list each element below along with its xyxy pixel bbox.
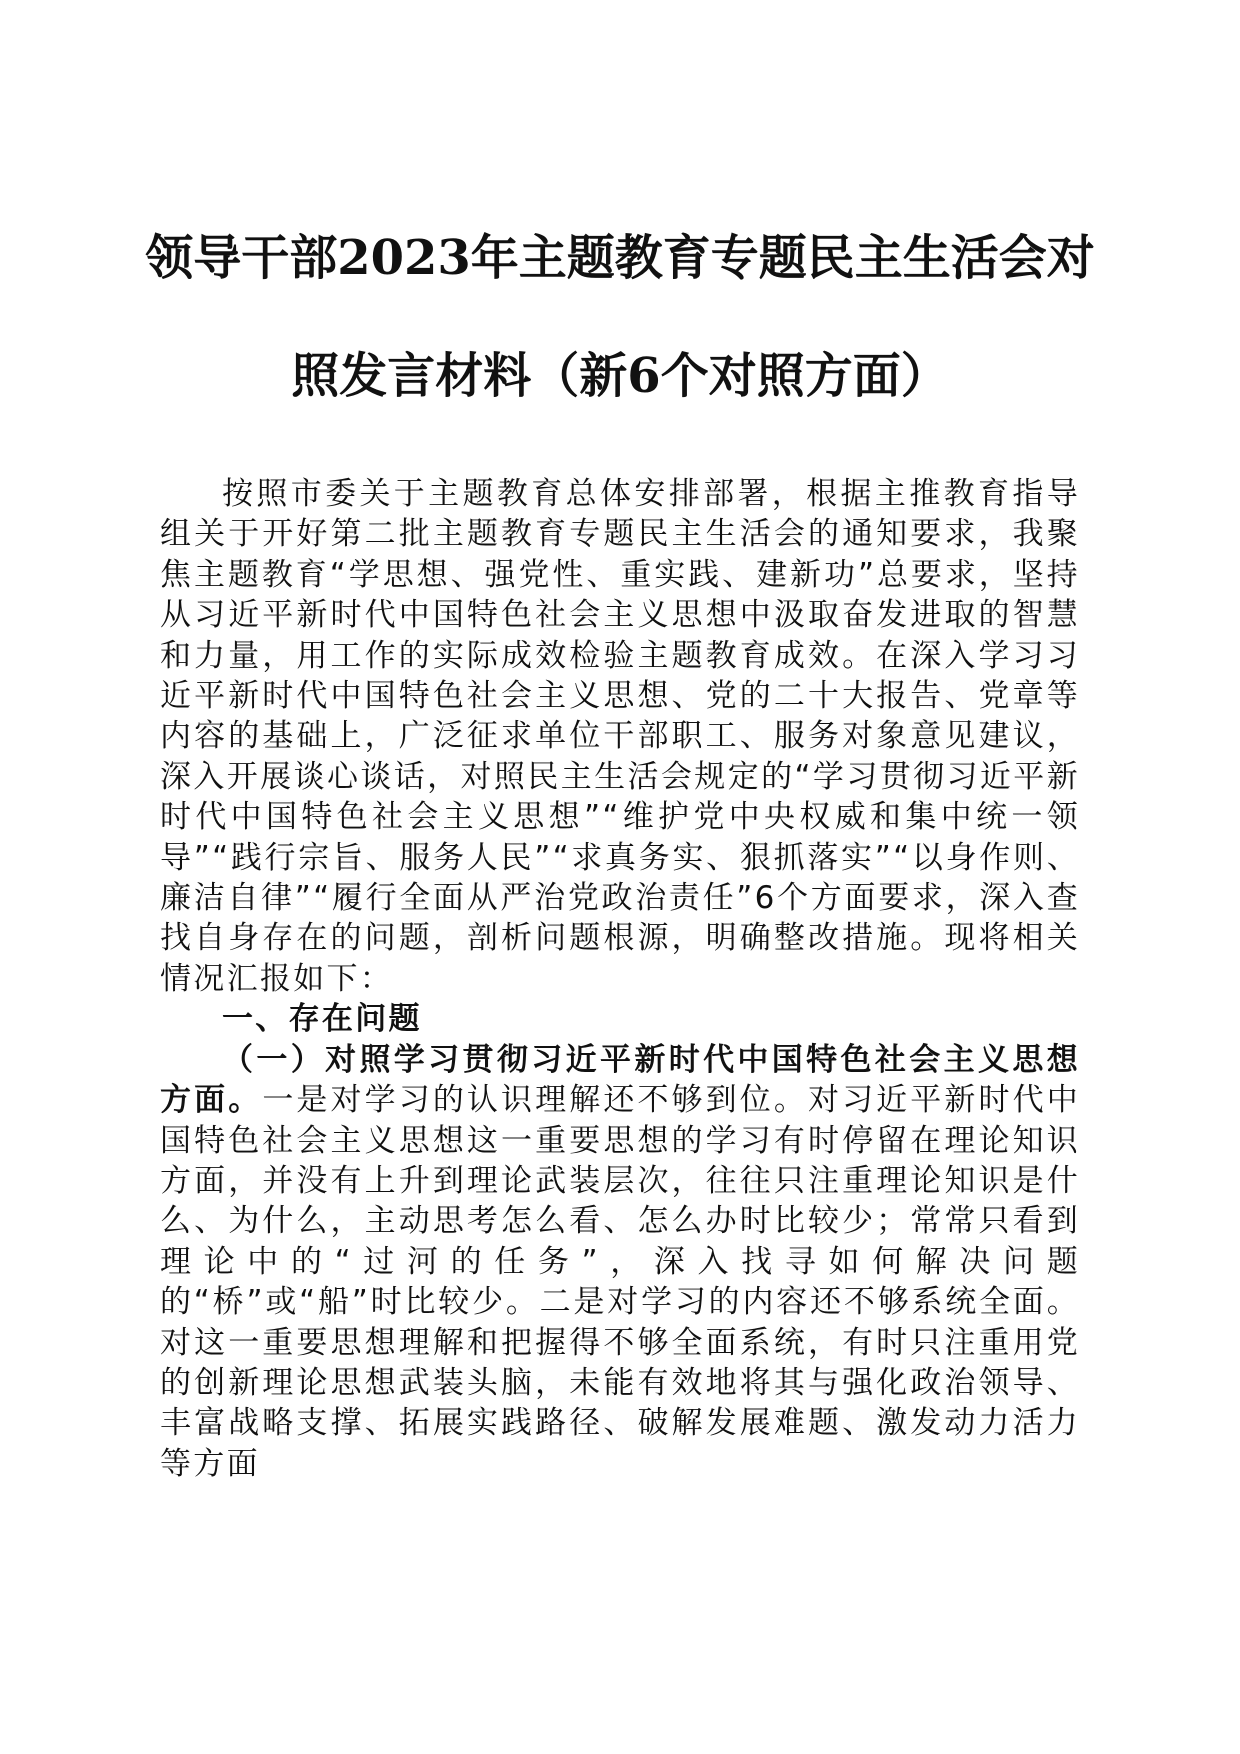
subsection-paragraph [160, 1040, 1080, 1484]
subsection-heading: （一）对照学习贯彻习近平新时代中国特色社会主义思想方面。 [160, 1041, 1080, 1119]
document-title-line-2: 照发言材料（新6个对照方面） [291, 348, 949, 404]
document-title-line-1: 领导干部2023年主题教育专题民主生活会对 [145, 230, 1095, 286]
subsection-text: 一是对学习的认识理解还不够到位。对习近平新时代中国特色社会主义思想这一重要思想的学习有时停留在理论知识方面，并没有上升到理论武装层次，往往只注重理论知识是什么、为什么，主动思考怎么看、怎么办时比较少；常常只看到理论中的“过河的任务”，深入找寻如何解决问题的“桥”或“船”时比较少。二是对学习的内容还不够系统全面。对这一重要思想理解和把握得不够全面系统，有时只注重用党的创新理论思想武装头脑，未能有效地将其与强化政治领导、丰富战略支撑、拓展实践路径、破解发展难题、激发动力活力等方面 [160, 1082, 1080, 1482]
intro-paragraph: 按照市委关于主题教育总体安排部署，根据主推教育指导组关于开好第二批主题教育专题民主生活会的通知要求，我聚焦主题教育“学思想、强党性、重实践、建新功”总要求，坚持从习近平新时代中国特色社会主义思想中汲取奋发进取的智慧和力量，用工作的实际成效检验主题教育成效。在深入学习习近平新时代中国特色社会主义思想、党的二十大报告、党章等内容的基础上，广泛征求单位干部职工、服务对象意见建议，深入开展谈心谈话，对照民主生活会规定的“学习贯彻习近平新时代中国特色社会主义思想”“维护党中央权威和集中统一领导”“践行宗旨、服务人民”“求真务实、狠抓落实”“以身作则、廉洁自律”“履行全面从严治党政治责任”6个方面要求，深入查找自身存在的问题，剖析问题根源，明确整改措施。现将相关情况汇报如下： [160, 476, 1080, 997]
section-heading-problems: 一、存在问题 [222, 1001, 422, 1038]
document-body [160, 474, 1080, 1484]
